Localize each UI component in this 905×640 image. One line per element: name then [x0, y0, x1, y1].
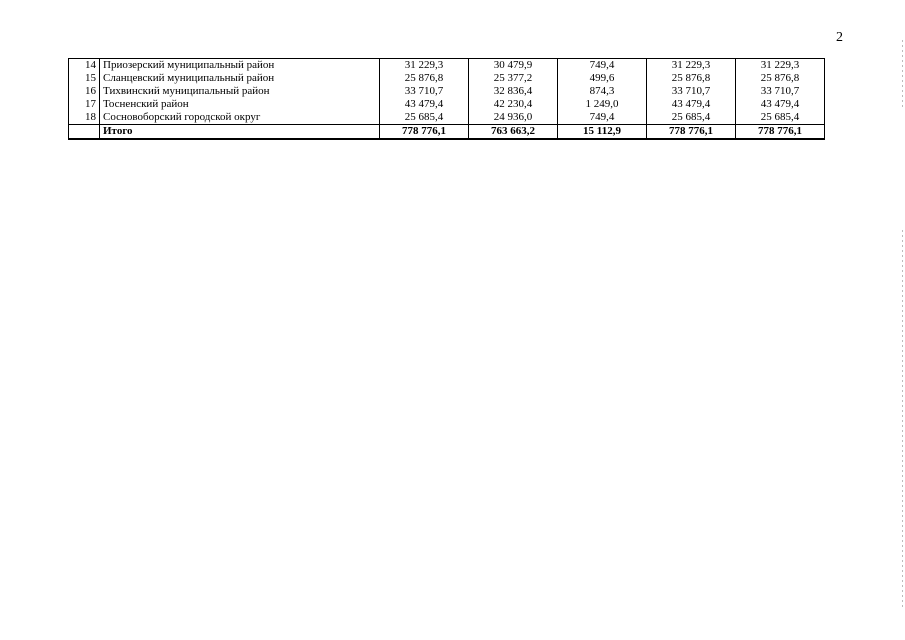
value-cell: 25 685,4 — [736, 111, 825, 125]
value-cell: 31 229,3 — [380, 59, 469, 73]
district-name: Приозерский муниципальный район — [100, 59, 380, 73]
value-cell: 33 710,7 — [380, 85, 469, 98]
value-cell: 25 685,4 — [380, 111, 469, 125]
total-value-cell: 15 112,9 — [558, 125, 647, 140]
value-cell: 25 876,8 — [647, 72, 736, 85]
district-name: Тихвинский муниципальный район — [100, 85, 380, 98]
row-number: 15 — [69, 72, 100, 85]
value-cell: 43 479,4 — [380, 98, 469, 111]
row-number: 16 — [69, 85, 100, 98]
table-row — [69, 59, 825, 73]
value-cell: 33 710,7 — [736, 85, 825, 98]
value-cell: 749,4 — [558, 59, 647, 73]
value-cell: 30 479,9 — [469, 59, 558, 73]
value-cell: 42 230,4 — [469, 98, 558, 111]
total-number-cell — [69, 125, 100, 140]
row-number: 18 — [69, 111, 100, 125]
value-cell: 25 876,8 — [736, 72, 825, 85]
total-row — [69, 125, 825, 140]
total-value-cell: 763 663,2 — [469, 125, 558, 140]
value-cell: 499,6 — [558, 72, 647, 85]
total-value-cell: 778 776,1 — [736, 125, 825, 140]
scan-edge-mark — [902, 230, 903, 610]
table-row — [69, 85, 825, 98]
table-row — [69, 98, 825, 111]
page-number: 2 — [836, 30, 843, 45]
value-cell: 31 229,3 — [736, 59, 825, 73]
scan-edge-mark — [902, 40, 903, 110]
value-cell: 25 377,2 — [469, 72, 558, 85]
total-value-cell: 778 776,1 — [647, 125, 736, 140]
value-cell: 25 876,8 — [380, 72, 469, 85]
value-cell: 33 710,7 — [647, 85, 736, 98]
value-cell: 43 479,4 — [736, 98, 825, 111]
value-cell: 1 249,0 — [558, 98, 647, 111]
row-number: 14 — [69, 59, 100, 73]
value-cell: 43 479,4 — [647, 98, 736, 111]
budget-table — [68, 58, 825, 140]
table-row — [69, 111, 825, 125]
district-name: Сосновоборский городской округ — [100, 111, 380, 125]
total-value-cell: 778 776,1 — [380, 125, 469, 140]
value-cell: 24 936,0 — [469, 111, 558, 125]
value-cell: 32 836,4 — [469, 85, 558, 98]
total-label: Итого — [100, 125, 380, 140]
value-cell: 749,4 — [558, 111, 647, 125]
value-cell: 874,3 — [558, 85, 647, 98]
value-cell: 31 229,3 — [647, 59, 736, 73]
district-name: Тосненский район — [100, 98, 380, 111]
value-cell: 25 685,4 — [647, 111, 736, 125]
district-name: Сланцевский муниципальный район — [100, 72, 380, 85]
row-number: 17 — [69, 98, 100, 111]
table-row — [69, 72, 825, 85]
